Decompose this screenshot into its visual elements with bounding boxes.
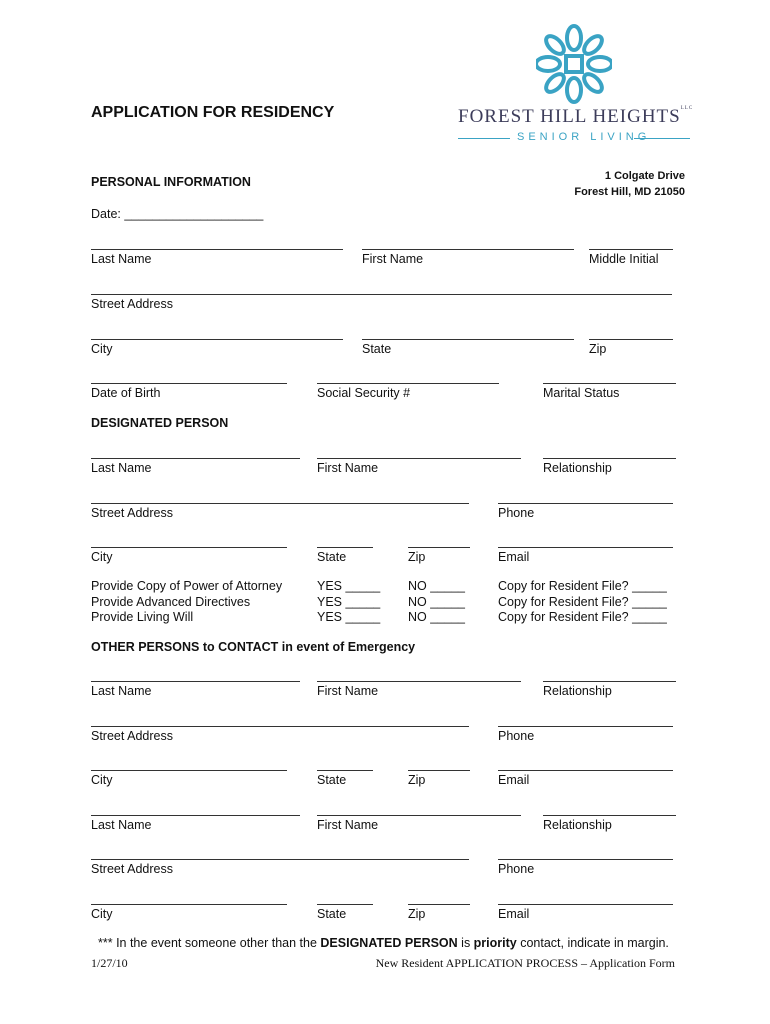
ec2-relationship-line[interactable] xyxy=(543,815,676,816)
ec2-first-name-line[interactable] xyxy=(317,815,521,816)
living-will-label: Provide Living Will xyxy=(91,610,194,624)
dp-street-label: Street Address xyxy=(91,506,173,520)
ec1-zip-line[interactable] xyxy=(408,770,470,771)
living-will-yes[interactable]: YES _____ xyxy=(317,610,381,624)
ec2-phone-line[interactable] xyxy=(498,859,673,860)
dp-email-label: Email xyxy=(498,550,530,564)
ec1-phone-label: Phone xyxy=(498,729,535,743)
dp-city-label: City xyxy=(91,550,113,564)
living-will-copy[interactable]: Copy for Resident File? _____ xyxy=(498,610,667,624)
brand-rule-left xyxy=(458,138,510,139)
page-title: APPLICATION FOR RESIDENCY xyxy=(91,104,335,121)
brand-subtitle: SENIOR LIVING xyxy=(517,131,651,143)
dp-state-line[interactable] xyxy=(317,547,373,548)
ec1-state-label: State xyxy=(317,773,347,787)
living-will-no[interactable]: NO _____ xyxy=(408,610,465,624)
dp-relationship-line[interactable] xyxy=(543,458,676,459)
date-field[interactable]: Date: ____________________ xyxy=(91,207,264,221)
ec1-street-line[interactable] xyxy=(91,726,469,727)
ec2-email-line[interactable] xyxy=(498,904,673,905)
dp-phone-line[interactable] xyxy=(498,503,673,504)
middle-initial-label: Middle Initial xyxy=(589,252,659,266)
ec2-zip-label: Zip xyxy=(408,907,426,921)
ec1-zip-label: Zip xyxy=(408,773,426,787)
ec1-email-line[interactable] xyxy=(498,770,673,771)
ec1-last-name-label: Last Name xyxy=(91,684,152,698)
ec1-first-name-label: First Name xyxy=(317,684,379,698)
dp-first-name-line[interactable] xyxy=(317,458,521,459)
first-name-line[interactable] xyxy=(362,249,574,250)
ec1-city-label: City xyxy=(91,773,113,787)
state-label: State xyxy=(362,342,392,356)
dp-relationship-label: Relationship xyxy=(543,461,612,475)
brand-rule-right xyxy=(634,138,690,139)
ec2-relationship-label: Relationship xyxy=(543,818,612,832)
ec2-first-name-label: First Name xyxy=(317,818,379,832)
ec1-email-label: Email xyxy=(498,773,530,787)
street-address-line[interactable] xyxy=(91,294,672,295)
poa-yes[interactable]: YES _____ xyxy=(317,579,381,593)
ec2-state-line[interactable] xyxy=(317,904,373,905)
street-address-label: Street Address xyxy=(91,297,173,311)
ec1-relationship-label: Relationship xyxy=(543,684,612,698)
ec2-street-line[interactable] xyxy=(91,859,469,860)
ec1-first-name-line[interactable] xyxy=(317,681,521,682)
directives-label: Provide Advanced Directives xyxy=(91,595,251,609)
city-label: City xyxy=(91,342,113,356)
designated-person-heading: DESIGNATED PERSON xyxy=(91,416,229,430)
ec1-street-label: Street Address xyxy=(91,729,173,743)
last-name-line[interactable] xyxy=(91,249,343,250)
ssn-label: Social Security # xyxy=(317,386,411,400)
marital-line[interactable] xyxy=(543,383,676,384)
footer-date: 1/27/10 xyxy=(91,956,128,970)
dp-email-line[interactable] xyxy=(498,547,673,548)
dp-last-name-label: Last Name xyxy=(91,461,152,475)
priority-note: *** In the event someone other than the DESIGNATED PERSON is priority contact, indicate in margin. xyxy=(98,936,669,950)
poa-label: Provide Copy of Power of Attorney xyxy=(91,579,283,593)
first-name-label: First Name xyxy=(362,252,424,266)
ec1-relationship-line[interactable] xyxy=(543,681,676,682)
ec2-last-name-line[interactable] xyxy=(91,815,300,816)
ec2-phone-label: Phone xyxy=(498,862,535,876)
ec2-city-label: City xyxy=(91,907,113,921)
marital-label: Marital Status xyxy=(543,386,620,400)
facility-address: 1 Colgate Drive Forest Hill, MD 21050 xyxy=(574,170,685,198)
ec2-state-label: State xyxy=(317,907,347,921)
ec1-phone-line[interactable] xyxy=(498,726,673,727)
personal-info-heading: PERSONAL INFORMATION xyxy=(91,175,251,189)
flower-logo-icon xyxy=(536,24,612,104)
dob-label: Date of Birth xyxy=(91,386,161,400)
emergency-heading: OTHER PERSONS to CONTACT in event of Emergency xyxy=(91,640,416,654)
dp-last-name-line[interactable] xyxy=(91,458,300,459)
directives-copy[interactable]: Copy for Resident File? _____ xyxy=(498,595,667,609)
directives-yes[interactable]: YES _____ xyxy=(317,595,381,609)
poa-no[interactable]: NO _____ xyxy=(408,579,465,593)
ec1-city-line[interactable] xyxy=(91,770,287,771)
ec2-zip-line[interactable] xyxy=(408,904,470,905)
footer-doc-title: New Resident APPLICATION PROCESS – Application Form xyxy=(375,956,675,970)
poa-copy[interactable]: Copy for Resident File? _____ xyxy=(498,579,667,593)
city-line[interactable] xyxy=(91,339,343,340)
directives-no[interactable]: NO _____ xyxy=(408,595,465,609)
dp-zip-label: Zip xyxy=(408,550,426,564)
dp-street-line[interactable] xyxy=(91,503,469,504)
dp-phone-label: Phone xyxy=(498,506,535,520)
ec1-state-line[interactable] xyxy=(317,770,373,771)
ec1-last-name-line[interactable] xyxy=(91,681,300,682)
middle-initial-line[interactable] xyxy=(589,249,673,250)
ssn-line[interactable] xyxy=(317,383,499,384)
ec2-street-label: Street Address xyxy=(91,862,173,876)
zip-line[interactable] xyxy=(589,339,673,340)
dp-state-label: State xyxy=(317,550,347,564)
ec2-email-label: Email xyxy=(498,907,530,921)
zip-label: Zip xyxy=(589,342,607,356)
dp-zip-line[interactable] xyxy=(408,547,470,548)
dp-first-name-label: First Name xyxy=(317,461,379,475)
state-line[interactable] xyxy=(362,339,574,340)
dob-line[interactable] xyxy=(91,383,287,384)
dp-city-line[interactable] xyxy=(91,547,287,548)
ec2-city-line[interactable] xyxy=(91,904,287,905)
brand-name: FOREST HILL $HEIGHTS^{LLC}$ xyxy=(458,106,694,127)
last-name-label: Last Name xyxy=(91,252,152,266)
ec2-last-name-label: Last Name xyxy=(91,818,152,832)
